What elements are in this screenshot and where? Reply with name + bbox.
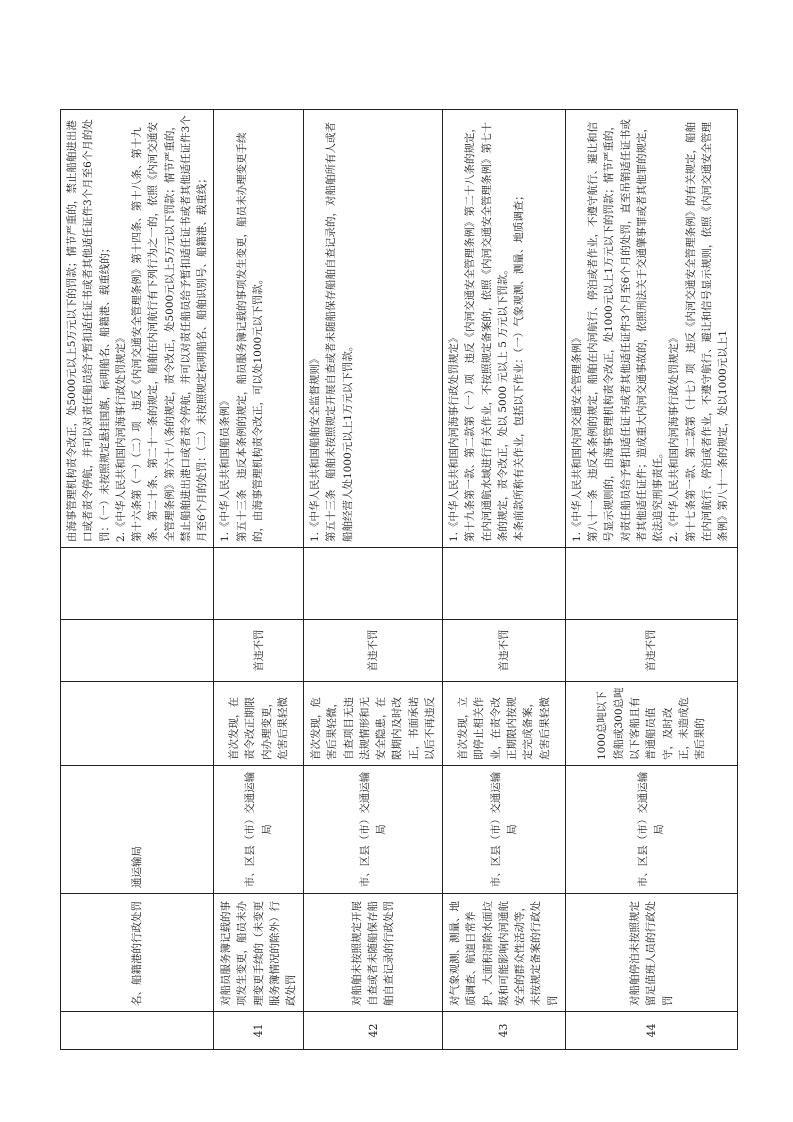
- continued-name-cell: 名、船籍港的行政处罚: [61, 894, 214, 1012]
- blank-cell: [565, 548, 737, 620]
- authority-cell: 市、区县（市）交通运输局: [565, 766, 737, 894]
- authority-cell: 市、区县（市）交通运输局: [443, 766, 566, 894]
- situation-cell: 1000总吨以下货船或300总吨以下客船且有普通船员值守，及时改正，未造成危害后果的: [565, 682, 737, 766]
- discretion-cell: 首违不罚: [443, 620, 566, 682]
- continued-blank-cell: [61, 548, 214, 620]
- authority-cell: 市、区县（市）交通运输局: [304, 766, 443, 894]
- law-basis-cell: 1.《中华人民共和国船员条例》 第五十三条 违反本条例的规定，船员服务簿记载的事项发生变更，船员未办理变更手续的，由海事管理机构责令改正，可以处1000元以下罚款。: [214, 110, 304, 548]
- penalty-name-cell: 对船舶未按照规定开展自查或者未随船保存船舶自查记录的行政处罚: [304, 894, 443, 1012]
- situation-cell: 首次发现，危害后果轻微，自查项目无违法规情形和无安全隐患，在限期内及时改正，书面承诺以后不再违反: [304, 682, 443, 766]
- continued-no-cell: [61, 1012, 214, 1050]
- penalty-name-cell: 对船舶停泊未按照规定留足值班人员的行政处罚: [565, 894, 737, 1012]
- situation-cell: 首次发现，立即停止相关作业，在责令改正期限内按规定完成备案，危害后果轻微: [443, 682, 566, 766]
- blank-cell: [214, 548, 304, 620]
- continued-authority-cell: 通运输局: [61, 766, 214, 894]
- law-basis-cell: 1.《中华人民共和国船舶安全监督规则》 第五十三条 船舶未按照规定开展自查或者未随船保存船舶自查记录的，对船舶所有人或者船舶经营人处1000元以上1万元以下罚款。: [304, 110, 443, 548]
- law-basis-cell: 1.《中华人民共和国内河海事行政处罚规定》 第十九条第一款、第二款第（一）项 违反《内河交通安全管理条例》第二十八条的规定，在内河通航水域进行有关作业，不按照规定备案的，依照《内河交通安全管理条例》第七十条的规定，责令改正，处以 5000 元以上 5 万元以下罚款。 本条前款所称有关作业，包括以下作业：（一）气象观测、测量、地质调查；: [443, 110, 566, 548]
- discretion-cell: 首违不罚: [214, 620, 304, 682]
- table-row: [304, 110, 443, 1050]
- continued-law-cell: 由海事管理机构责令改正，处5000元以上5万元以下的罚款；情节严重的，禁止船舶进出港口或者责令停航，并可以对责任船员给予暂扣适任证书或者其他适任证件3个月至6个月的处罚：（一）未按照规定悬挂国旗，标明船名、船籍港、载重线的； 2.《中华人民共和国内河海事行政处罚规定》 第十六条第（一）（二）项 违反《内河交通安全管理条例》第十四条、第十八条、第十九条、第二十条、第二十一条的规定，船舶在内河航行有下列行为之一的，依照《内河交通安全管理条例》第六十八条的规定，责令改正，处5000元以上5万元以下罚款；情节严重的，禁止船舶进出港口或者责令停航，并可以对责任船员给予暂扣适任证书或者其他适任证件3个月至6个月的处罚：（二）未按照规定标明船名、船舶识别号、船籍港、载重线；: [61, 110, 214, 548]
- row-number: 44: [565, 1012, 737, 1050]
- table-row: [443, 110, 566, 1050]
- row-number: 43: [443, 1012, 566, 1050]
- penalty-table: [60, 109, 738, 1050]
- penalty-name-cell: 对船员服务簿记载的事项发生变更，船员未办理变更手续的（未变更服务簿情况的除外）行政处罚: [214, 894, 304, 1012]
- rotated-table-page: [60, 110, 738, 1050]
- table-row: [565, 110, 737, 1050]
- continued-discretion-cell: [61, 620, 214, 682]
- situation-cell: 首次发现，在责令改正期限内办理变更，危害后果轻微: [214, 682, 304, 766]
- table-row-continued: [61, 110, 214, 1050]
- discretion-cell: 首违不罚: [304, 620, 443, 682]
- table-row: [214, 110, 304, 1050]
- blank-cell: [443, 548, 566, 620]
- discretion-cell: 首违不罚: [565, 620, 737, 682]
- blank-cell: [304, 548, 443, 620]
- row-number: 42: [304, 1012, 443, 1050]
- penalty-name-cell: 对气象观测、测量、地质调查、航道日常养护、大面积清除水面垃圾和可能影响内河通航安全的群众性活动等，未按规定备案的行政处罚: [443, 894, 566, 1012]
- authority-cell: 市、区县（市）交通运输局: [214, 766, 304, 894]
- row-number: 41: [214, 1012, 304, 1050]
- law-basis-cell: 1.《中华人民共和国内河交通安全管理条例》 第八十一条 违反本条例的规定，船舶在内河航行、停泊或者作业，不遵守航行、避让和信号显示规则的，由海事管理机构责令改正，处1000元以上1万元以下的罚款；情节严重的，对责任船员给予暂扣适任证书或者其他适任证件3个月至6个月的处罚，直至吊销适任证书或者其他适任证件；造成重大内河交通事故的，依照刑法关于交通肇事罪或者其他罪的规定，依法追究刑事责任。 2.《中华人民共和国内河海事行政处罚规定》 第十七条第一款、第二款第（十七）项 违反《内河交通安全管理条例》的有关规定，船舶在内河航行、停泊或者作业，不遵守航行、避让和信号显示规则，依照《内河交通安全管理条例》第八十一条的规定，处以1000元以上1: [565, 110, 737, 548]
- continued-situation-cell: [61, 682, 214, 766]
